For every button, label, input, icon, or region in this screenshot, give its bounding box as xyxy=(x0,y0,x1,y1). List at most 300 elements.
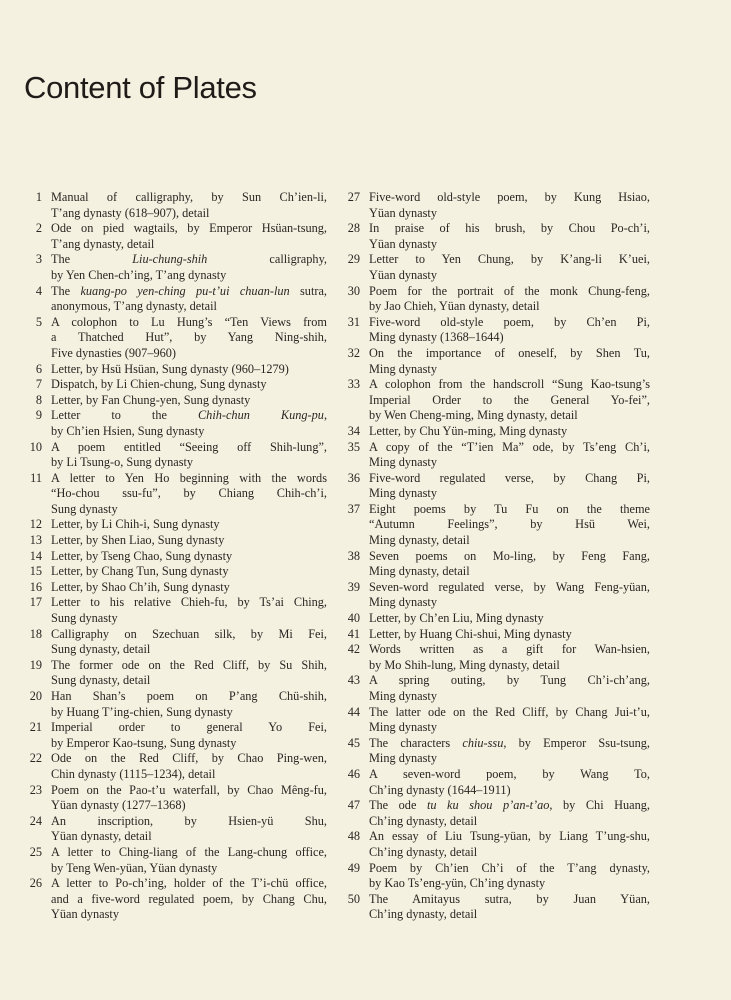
text-segment: Poem by Ch’ien Ch’i of the T’ang dynasty, xyxy=(369,860,650,875)
plate-description-line xyxy=(369,440,650,456)
plate-description xyxy=(51,564,327,580)
plate-entry xyxy=(338,611,650,627)
text-segment: Eight poems by Tu Fu on the theme xyxy=(369,501,650,516)
plate-description xyxy=(369,736,650,767)
plate-description-line xyxy=(369,627,650,643)
plate-entry xyxy=(338,221,650,252)
plate-description-line xyxy=(51,907,327,923)
plate-description xyxy=(51,751,327,782)
plate-number: 50 xyxy=(347,891,360,906)
text-segment: A letter to Ching-liang of the Lang-chung office, xyxy=(51,844,327,859)
plate-description xyxy=(51,595,327,626)
plate-description-line xyxy=(369,471,650,487)
plate-number: 20 xyxy=(29,689,42,703)
plate-number: 9 xyxy=(35,408,42,423)
plate-description-line xyxy=(369,362,650,378)
text-segment: The xyxy=(51,283,81,298)
text-segment: Ming dynasty xyxy=(369,455,437,470)
text-segment: “Autumn Feelings”, by Hsü Wei, xyxy=(369,517,650,532)
plate-entry xyxy=(338,642,650,673)
text-segment: by Teng Wen-yüan, Yüan dynasty xyxy=(51,860,218,875)
plate-entry xyxy=(22,595,327,626)
plate-number: 35 xyxy=(347,439,360,454)
plate-description-line xyxy=(369,861,650,877)
plate-description-line xyxy=(51,611,327,627)
plates-list-right xyxy=(338,190,650,923)
text-segment: Letter, by Hsü Hsüan, Sung dynasty (960–1279) xyxy=(51,361,289,376)
plate-description-line xyxy=(51,580,327,596)
text-segment: Ming dynasty xyxy=(369,486,437,501)
plate-description xyxy=(51,190,327,221)
text-segment: A spring outing, by Tung Ch’i-ch’ang, xyxy=(369,673,650,688)
plate-number: 39 xyxy=(347,579,360,594)
plate-description-line xyxy=(369,486,650,502)
plate-number: 31 xyxy=(347,314,360,329)
text-segment: The characters xyxy=(369,735,463,750)
plate-description xyxy=(51,580,327,596)
plate-number: 21 xyxy=(29,720,42,735)
plate-number: 4 xyxy=(35,283,42,298)
plate-description xyxy=(369,440,650,471)
plate-number: 45 xyxy=(347,735,360,750)
plate-description-line xyxy=(369,284,650,300)
plate-description xyxy=(51,517,327,533)
plate-description-line xyxy=(51,689,327,705)
plates-list-left xyxy=(22,190,327,923)
plate-description-line xyxy=(369,814,650,830)
plate-description-line xyxy=(51,377,327,393)
plate-description-line xyxy=(51,268,327,284)
plate-description xyxy=(51,783,327,814)
plate-entry xyxy=(338,471,650,502)
text-segment: Letter, by Huang Chi-shui, Ming dynasty xyxy=(369,626,572,641)
plate-number: 26 xyxy=(29,876,42,891)
text-segment: Ch’ing dynasty, detail xyxy=(369,813,478,828)
text-segment: Letter, by Shen Liao, Sung dynasty xyxy=(51,533,225,548)
plate-description-line xyxy=(369,330,650,346)
text-segment: Ode on the Red Cliff, by Chao Ping-wen, xyxy=(51,751,327,766)
text-segment: A seven-word poem, by Wang To, xyxy=(369,766,650,781)
plate-number: 27 xyxy=(347,190,360,204)
plate-description-line xyxy=(369,237,650,253)
plate-description-line xyxy=(51,642,327,658)
plate-description-line xyxy=(369,595,650,611)
plate-entry xyxy=(338,767,650,798)
plate-description-line xyxy=(51,549,327,565)
plate-number: 29 xyxy=(347,252,360,267)
text-segment: Ch’ing dynasty, detail xyxy=(369,844,478,859)
text-segment: Yüan dynasty xyxy=(369,236,437,251)
text-segment: by Yen Chen-ch’ing, T’ang dynasty xyxy=(51,267,227,282)
plate-entry xyxy=(338,549,650,580)
plate-description xyxy=(51,549,327,565)
plate-description-line xyxy=(369,408,650,424)
text-segment: Imperial order to general Yo Fei, xyxy=(51,720,327,735)
text-segment: Five dynasties (907–960) xyxy=(51,345,177,360)
plate-number: 33 xyxy=(347,377,360,392)
plate-description-line xyxy=(369,315,650,331)
plate-number: 3 xyxy=(35,252,42,267)
plate-description-line xyxy=(369,346,650,362)
text-segment: Sung dynasty, detail xyxy=(51,673,151,688)
plate-description xyxy=(369,705,650,736)
plate-description-line xyxy=(369,751,650,767)
text-segment: Five-word old-style poem, by Kung Hsiao, xyxy=(369,190,650,204)
plate-description-line xyxy=(51,627,327,643)
plate-description-line xyxy=(51,206,327,222)
plate-description xyxy=(369,315,650,346)
plate-number: 7 xyxy=(35,377,42,392)
plate-description-line xyxy=(369,580,650,596)
plate-description-line xyxy=(51,751,327,767)
plate-entry xyxy=(22,689,327,720)
text-segment: by Emperor Kao-tsung, Sung dynasty xyxy=(51,735,237,750)
text-segment: , by Emperor Ssu-tsung, xyxy=(503,735,650,750)
plate-description-line xyxy=(369,876,650,892)
plate-number: 40 xyxy=(347,611,360,626)
text-segment: Ming dynasty xyxy=(369,689,437,703)
text-segment: a Thatched Hut”, by Yang Ning-shih, xyxy=(51,330,327,345)
text-segment: On the importance of oneself, by Shen Tu, xyxy=(369,345,650,360)
plate-description-line xyxy=(369,642,650,658)
italic-title: tu ku shou p’an-t’ao xyxy=(426,798,550,813)
plate-number: 48 xyxy=(347,829,360,844)
text-segment: A copy of the “T’ien Ma” ode, by Ts’eng Ch’i, xyxy=(369,439,650,454)
plate-description-line xyxy=(51,502,327,518)
plate-description xyxy=(369,221,650,252)
plate-description xyxy=(51,471,327,518)
plate-description-line xyxy=(51,892,327,908)
plate-description-line xyxy=(369,611,650,627)
plate-entry xyxy=(22,845,327,876)
plate-number: 15 xyxy=(29,564,42,579)
plate-description xyxy=(51,658,327,689)
plate-number: 42 xyxy=(347,642,360,657)
plate-description xyxy=(369,892,650,923)
plate-entry xyxy=(338,673,650,704)
plate-description xyxy=(369,284,650,315)
text-segment: Han Shan’s poem on P’ang Chü-shih, xyxy=(51,689,327,703)
plate-number: 22 xyxy=(29,751,42,766)
plate-entry xyxy=(22,284,327,315)
plate-description xyxy=(369,471,650,502)
plate-description-line xyxy=(51,533,327,549)
plate-description-line xyxy=(51,362,327,378)
plate-entry xyxy=(338,798,650,829)
plate-number: 43 xyxy=(347,673,360,688)
text-segment: “Ho-chou ssu-fu”, by Chiang Chih-ch’i, xyxy=(51,486,327,501)
text-segment: A poem entitled “Seeing off Shih-lung”, xyxy=(51,439,327,454)
plate-description-line xyxy=(369,377,650,393)
plate-description-line xyxy=(51,393,327,409)
italic-title: chiu-ssu xyxy=(462,735,504,750)
text-segment: T’ang dynasty, detail xyxy=(51,236,155,251)
plate-description xyxy=(51,845,327,876)
plate-description xyxy=(369,190,650,221)
plate-number: 47 xyxy=(347,798,360,813)
plate-description-line xyxy=(369,673,650,689)
text-segment: Ch’ing dynasty, detail xyxy=(369,907,478,922)
text-segment: anonymous, T’ang dynasty, detail xyxy=(51,299,217,314)
text-segment: Yüan dynasty xyxy=(369,205,437,220)
plate-entry xyxy=(22,377,327,393)
plate-description-line xyxy=(51,424,327,440)
plate-number: 32 xyxy=(347,345,360,360)
plate-entry xyxy=(338,502,650,549)
plate-description xyxy=(51,876,327,923)
plate-description-line xyxy=(51,440,327,456)
plate-entry xyxy=(22,517,327,533)
text-segment: Ode on pied wagtails, by Emperor Hsüan-tsung, xyxy=(51,221,327,236)
plate-description-line xyxy=(51,814,327,830)
text-segment: Sung dynasty xyxy=(51,501,118,516)
text-segment: In praise of his brush, by Chou Po-ch’i, xyxy=(369,221,650,236)
plate-description-line xyxy=(51,408,327,424)
plate-description-line xyxy=(369,299,650,315)
text-segment: by Ch’ien Hsien, Sung dynasty xyxy=(51,423,205,438)
text-segment: Ming dynasty xyxy=(369,361,437,376)
text-segment: Dispatch, by Li Chien-chung, Sung dynasty xyxy=(51,377,267,392)
plate-entry xyxy=(22,440,327,471)
plate-number: 1 xyxy=(35,190,42,204)
plate-number: 36 xyxy=(347,470,360,485)
plate-description-line xyxy=(369,845,650,861)
plate-description-line xyxy=(51,299,327,315)
text-segment: Letter, by Chang Tun, Sung dynasty xyxy=(51,564,229,579)
plate-description xyxy=(51,408,327,439)
plate-description xyxy=(51,533,327,549)
text-segment: The former ode on the Red Cliff, by Su Shih, xyxy=(51,657,327,672)
plate-description-line xyxy=(51,237,327,253)
plate-description xyxy=(51,393,327,409)
plate-entry xyxy=(22,549,327,565)
plate-description-line xyxy=(369,736,650,752)
plate-description-line xyxy=(369,907,650,923)
plate-description-line xyxy=(369,829,650,845)
plate-entry xyxy=(338,252,650,283)
plate-entry xyxy=(22,221,327,252)
plate-entry xyxy=(22,533,327,549)
plate-description xyxy=(369,627,650,643)
plate-description-line xyxy=(369,221,650,237)
text-segment: by Jao Chieh, Yüan dynasty, detail xyxy=(369,299,540,314)
plate-description xyxy=(51,440,327,471)
text-segment: Letter, by Shao Ch’ih, Sung dynasty xyxy=(51,579,230,594)
text-segment: Poem for the portrait of the monk Chung-feng, xyxy=(369,283,650,298)
plate-entry xyxy=(22,627,327,658)
italic-title: kuang-po yen-ching pu-t’ui chuan-lun xyxy=(80,283,290,298)
plate-description-line xyxy=(369,268,650,284)
text-segment: The xyxy=(51,252,133,267)
plate-number: 25 xyxy=(29,844,42,859)
text-segment: , xyxy=(323,408,328,423)
plate-entry xyxy=(22,580,327,596)
text-segment: Ming dynasty, detail xyxy=(369,564,470,579)
plate-description-line xyxy=(51,190,327,206)
plate-entry xyxy=(22,190,327,221)
text-segment: A colophon to Lu Hung’s “Ten Views from xyxy=(51,314,327,329)
text-segment: Chin dynasty (1115–1234), detail xyxy=(51,766,216,781)
plate-entry xyxy=(22,658,327,689)
plate-entry xyxy=(338,627,650,643)
text-segment: Letter to the xyxy=(51,408,198,423)
plate-description xyxy=(51,814,327,845)
plate-entry xyxy=(22,876,327,923)
plate-description-line xyxy=(369,658,650,674)
plate-description-line xyxy=(51,876,327,892)
plate-number: 46 xyxy=(347,766,360,781)
plate-number: 28 xyxy=(347,221,360,236)
plate-entry xyxy=(22,315,327,362)
text-segment: Letter, by Ch’en Liu, Ming dynasty xyxy=(369,611,544,626)
text-segment: Ming dynasty xyxy=(369,751,437,766)
plate-entry xyxy=(338,190,650,221)
text-segment: An inscription, by Hsien-yü Shu, xyxy=(51,813,327,828)
plate-number: 14 xyxy=(29,548,42,563)
plate-entry xyxy=(22,751,327,782)
plate-description-line xyxy=(369,455,650,471)
plate-description xyxy=(369,767,650,798)
plate-entry xyxy=(338,861,650,892)
plate-description-line xyxy=(369,502,650,518)
plate-entry xyxy=(22,720,327,751)
plate-entry xyxy=(338,315,650,346)
plate-description xyxy=(369,346,650,377)
plate-number: 19 xyxy=(29,657,42,672)
plate-description xyxy=(369,829,650,860)
text-segment: and a five-word regulated poem, by Chang Chu, xyxy=(51,891,327,906)
plate-description-line xyxy=(51,346,327,362)
plate-description xyxy=(369,424,650,440)
plate-description-line xyxy=(369,564,650,580)
text-segment: Ming dynasty xyxy=(369,595,437,610)
plate-description-line xyxy=(369,393,650,409)
plate-number: 8 xyxy=(35,392,42,407)
plate-description-line xyxy=(51,486,327,502)
text-segment: by Mo Shih-lung, Ming dynasty, detail xyxy=(369,657,560,672)
text-segment: Yüan dynasty, detail xyxy=(51,829,152,844)
text-segment: Ming dynasty (1368–1644) xyxy=(369,330,504,345)
text-segment: Sung dynasty xyxy=(51,611,118,626)
plate-description-line xyxy=(51,517,327,533)
plate-description-line xyxy=(51,736,327,752)
plate-description-line xyxy=(369,424,650,440)
plate-description-line xyxy=(369,549,650,565)
plate-description-line xyxy=(51,284,327,300)
text-segment: Yüan dynasty xyxy=(369,267,437,282)
plate-description-line xyxy=(51,564,327,580)
plate-description-line xyxy=(51,221,327,237)
plate-entry xyxy=(22,564,327,580)
plate-description-line xyxy=(51,330,327,346)
plate-description xyxy=(369,252,650,283)
text-segment: A letter to Yen Ho beginning with the words xyxy=(51,470,327,485)
plate-description-line xyxy=(369,705,650,721)
text-segment: A letter to Po-ch’ing, holder of the T’i-chü office, xyxy=(51,876,327,891)
plate-description-line xyxy=(51,455,327,471)
text-segment: Letter, by Tseng Chao, Sung dynasty xyxy=(51,548,233,563)
plate-entry xyxy=(22,814,327,845)
text-segment: Ming dynasty xyxy=(369,720,437,735)
plate-description-line xyxy=(369,190,650,206)
plate-entry xyxy=(338,705,650,736)
plate-description xyxy=(369,377,650,424)
plate-entry xyxy=(338,440,650,471)
plate-description-line xyxy=(51,471,327,487)
text-segment: Poem on the Pao-t’u waterfall, by Chao Mêng-fu, xyxy=(51,782,327,797)
text-segment: Letter to Yen Chung, by K’ang-li K’uei, xyxy=(369,252,650,267)
plate-description xyxy=(369,580,650,611)
text-segment: Letter, by Fan Chung-yen, Sung dynasty xyxy=(51,392,251,407)
plate-description xyxy=(51,362,327,378)
plate-description xyxy=(369,798,650,829)
text-segment: Words written as a gift for Wan-hsien, xyxy=(369,642,650,657)
text-segment: Letter to his relative Chieh-fu, by Ts’ai Ching, xyxy=(51,595,327,610)
plate-description xyxy=(51,284,327,315)
text-segment: Five-word regulated verse, by Chang Pi, xyxy=(369,470,650,485)
plate-entry xyxy=(338,736,650,767)
plate-description-line xyxy=(51,845,327,861)
plate-description xyxy=(51,315,327,362)
italic-title: Chih-chun Kung-pu xyxy=(197,408,324,423)
plate-description xyxy=(51,627,327,658)
plate-description-line xyxy=(369,252,650,268)
text-segment: T’ang dynasty (618–907), detail xyxy=(51,205,210,220)
text-segment: sutra, xyxy=(289,283,327,298)
text-segment: Letter, by Li Chih-i, Sung dynasty xyxy=(51,517,220,532)
plate-description-line xyxy=(51,252,327,268)
text-segment: by Kao Ts’eng-yün, Ch’ing dynasty xyxy=(369,876,546,891)
plate-description-line xyxy=(51,861,327,877)
plate-description-line xyxy=(369,767,650,783)
plate-number: 16 xyxy=(29,579,42,594)
plate-number: 11 xyxy=(30,470,42,485)
plate-number: 34 xyxy=(347,423,360,438)
plate-entry xyxy=(22,362,327,378)
plate-entry xyxy=(22,393,327,409)
plate-description-line xyxy=(369,517,650,533)
plate-description-line xyxy=(51,705,327,721)
plate-entry xyxy=(22,783,327,814)
plate-description xyxy=(369,861,650,892)
text-segment: Manual of calligraphy, by Sun Ch’ien-li, xyxy=(51,190,327,204)
plate-description-line xyxy=(51,720,327,736)
text-segment: Seven poems on Mo-ling, by Feng Fang, xyxy=(369,548,650,563)
plate-entry xyxy=(338,346,650,377)
text-segment: by Huang T’ing-chien, Sung dynasty xyxy=(51,704,233,719)
plate-number: 24 xyxy=(29,813,42,828)
plate-description-line xyxy=(51,658,327,674)
plate-number: 13 xyxy=(29,533,42,548)
plate-description-line xyxy=(51,595,327,611)
plate-description-line xyxy=(51,767,327,783)
italic-title: Liu-chung-shih xyxy=(132,252,208,267)
plate-description xyxy=(369,642,650,673)
plate-description-line xyxy=(369,783,650,799)
plate-description xyxy=(51,689,327,720)
plate-description-line xyxy=(369,533,650,549)
plate-entry xyxy=(22,471,327,518)
plate-description xyxy=(51,221,327,252)
plate-description-line xyxy=(369,892,650,908)
plate-number: 41 xyxy=(347,626,360,641)
text-segment: Ming dynasty, detail xyxy=(369,533,470,548)
plate-description xyxy=(369,673,650,704)
plate-description-line xyxy=(51,315,327,331)
plate-entry xyxy=(338,892,650,923)
plate-number: 37 xyxy=(347,501,360,516)
text-segment: Sung dynasty, detail xyxy=(51,642,151,657)
